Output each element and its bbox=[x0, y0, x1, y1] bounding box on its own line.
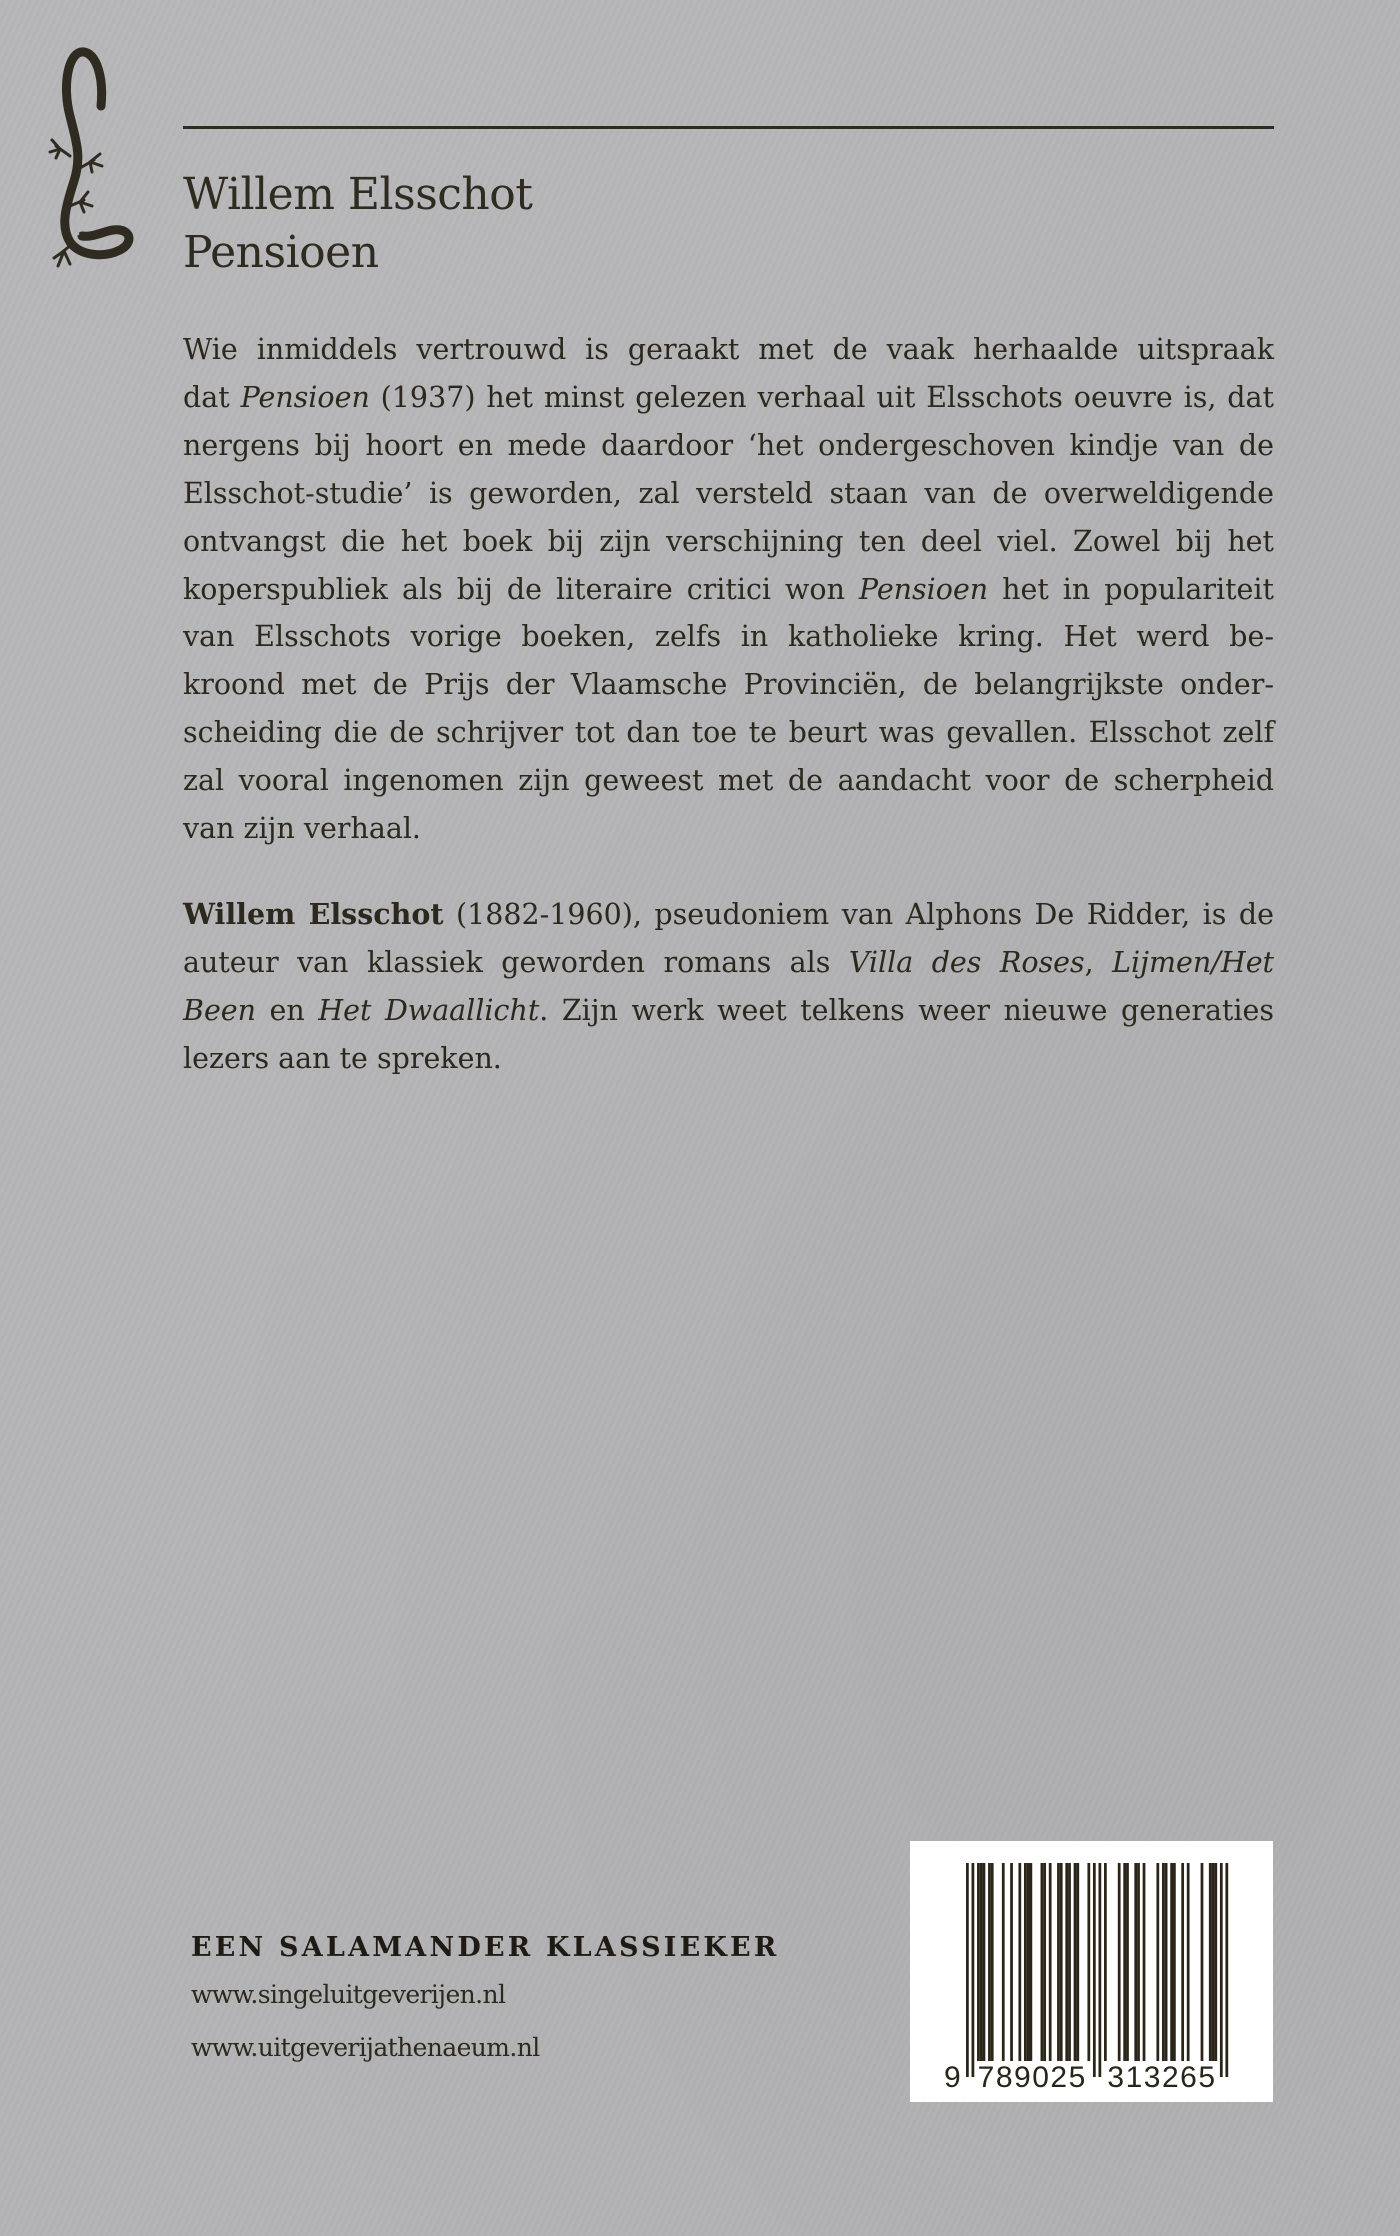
barcode-bar bbox=[1057, 1863, 1060, 2061]
text-line: Been en Het Dwaallicht. Zijn werk weet telkens weer nieuwe generaties bbox=[183, 993, 1274, 1027]
publisher-url-singel[interactable]: www.singeluitgeverijen.nl bbox=[191, 1980, 506, 2009]
barcode-bar bbox=[1027, 1863, 1030, 2061]
barcode-bar bbox=[972, 1863, 975, 2077]
barcode-bar bbox=[1098, 1863, 1101, 2077]
barcode-bar bbox=[1068, 1863, 1071, 2061]
barcode-bar bbox=[1187, 1863, 1190, 2061]
barcode-bar bbox=[1018, 1863, 1021, 2061]
text-line: ontvangst die het boek bij zijn verschijning ten deel viel. Zowel bij het bbox=[183, 524, 1274, 558]
barcode-bar bbox=[1220, 1863, 1223, 2077]
text-line: dat Pensioen (1937) het minst gelezen verhaal uit Elsschots oeuvre is, dat bbox=[183, 380, 1274, 414]
barcode-bar bbox=[1212, 1863, 1215, 2061]
text-line: koperspubliek als bij de literaire critici won Pensioen het in populariteit bbox=[183, 572, 1274, 606]
text-line: van Elsschots vorige boeken, zelfs in katholieke kring. Het werd be- bbox=[183, 620, 1274, 654]
barcode-bar bbox=[1118, 1863, 1121, 2061]
barcode-digits: 789025 bbox=[977, 2061, 1087, 2094]
barcode-bar bbox=[1076, 1863, 1079, 2061]
barcode-bar bbox=[1173, 1863, 1176, 2061]
publisher-url-athenaeum[interactable]: www.uitgeverijathenaeum.nl bbox=[191, 2033, 540, 2062]
barcode-bar bbox=[1041, 1863, 1044, 2061]
text-line: kroond met de Prijs der Vlaamsche Provinciën, de belangrijkste onder- bbox=[183, 668, 1274, 702]
barcode-bar bbox=[1126, 1863, 1129, 2061]
barcode-bar bbox=[1002, 1863, 1005, 2061]
barcode-bar bbox=[1060, 1863, 1063, 2061]
text-line: nergens bij hoort en mede daardoor ‘het ondergeschoven kindje van de bbox=[183, 428, 1274, 462]
blurb-paragraph bbox=[183, 326, 1274, 853]
book-title: Pensioen bbox=[183, 227, 379, 278]
text-line: lezers aan te spreken. bbox=[183, 1041, 502, 1075]
barcode-bar bbox=[1214, 1863, 1217, 2061]
text-line: auteur van klassiek geworden romans als Villa des Roses, Lijmen/Het bbox=[183, 945, 1275, 979]
title-block bbox=[183, 166, 532, 282]
salamander-icon bbox=[46, 46, 142, 274]
text-line: Willem Elsschot (1882-1960), pseudoniem van Alphons De Ridder, is de bbox=[183, 897, 1274, 931]
author-name: Willem Elsschot bbox=[183, 169, 533, 220]
isbn-barcode bbox=[910, 1841, 1273, 2102]
barcode-bar bbox=[1123, 1863, 1126, 2061]
text-line: zal vooral ingenomen zijn geweest met de aandacht voor de scherpheid bbox=[183, 764, 1274, 798]
barcode-bar bbox=[1049, 1863, 1052, 2061]
barcode-bar bbox=[1104, 1863, 1107, 2061]
barcode-digits: 9 bbox=[944, 2061, 961, 2094]
barcode-bar bbox=[1087, 1863, 1090, 2061]
barcode-bar bbox=[991, 1863, 994, 2061]
barcode-bar bbox=[1156, 1863, 1159, 2061]
barcode-bar bbox=[1093, 1863, 1096, 2077]
barcode-bar bbox=[966, 1863, 969, 2077]
barcode-bar bbox=[1024, 1863, 1027, 2061]
barcode-bar bbox=[1010, 1863, 1013, 2061]
text-line: Wie inmiddels vertrouwd is geraakt met de vaak herhaalde uitspraak bbox=[183, 333, 1274, 366]
barcode-bar bbox=[1143, 1863, 1146, 2061]
barcode-bar bbox=[977, 1863, 980, 2061]
barcode-bar bbox=[1043, 1863, 1046, 2061]
barcode-bar bbox=[988, 1863, 991, 2061]
text-line: van zijn verhaal. bbox=[183, 812, 421, 846]
barcode-bar bbox=[1225, 1863, 1228, 2077]
text-line: scheiding die de schrijver tot dan toe te beurt was gevallen. Elsschot zelf bbox=[183, 716, 1274, 750]
barcode-bar bbox=[1137, 1863, 1140, 2061]
barcode-bar bbox=[1134, 1863, 1137, 2061]
series-label: EEN SALAMANDER KLASSIEKER bbox=[191, 1932, 780, 1963]
barcode-bar bbox=[1165, 1863, 1168, 2061]
barcode-bar bbox=[1201, 1863, 1204, 2061]
barcode-bar bbox=[1170, 1863, 1173, 2061]
barcode-bar bbox=[980, 1863, 983, 2061]
barcode-digits: 313265 bbox=[1107, 2061, 1217, 2094]
barcode-bar bbox=[1074, 1863, 1077, 2061]
barcode-bar bbox=[1209, 1863, 1212, 2061]
barcode-bar bbox=[1029, 1863, 1032, 2061]
barcode-bar bbox=[1162, 1863, 1165, 2061]
text-line: Elsschot-studie’ is geworden, zal versteld staan van de overweldigende bbox=[183, 476, 1274, 510]
barcode-bar bbox=[1181, 1863, 1184, 2061]
header-rule bbox=[183, 126, 1274, 129]
author-bio-paragraph bbox=[183, 891, 1274, 1083]
barcode-bar bbox=[1065, 1863, 1068, 2061]
barcode-bar bbox=[983, 1863, 986, 2061]
